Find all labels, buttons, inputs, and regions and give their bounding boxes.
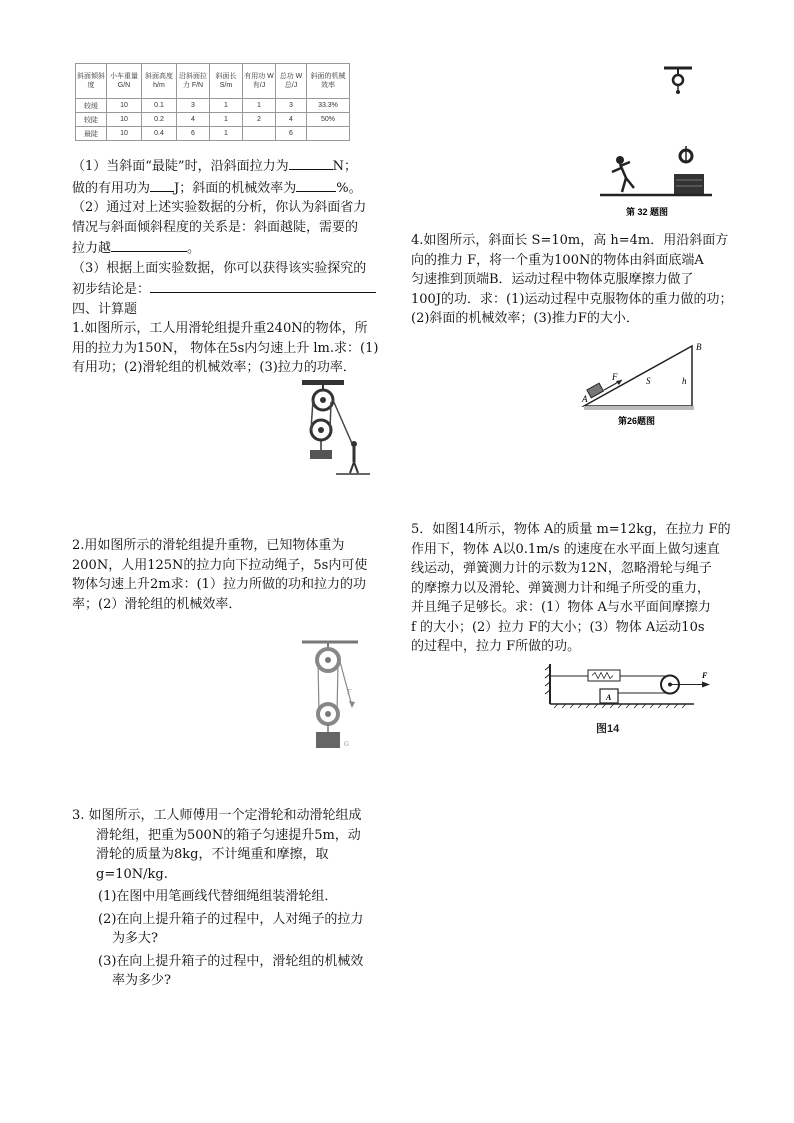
calc-3-sub-2: (2)在向上提升箱子的过程中，人对绳子的拉力 xyxy=(98,911,364,927)
force-arrow xyxy=(349,701,355,708)
table-row xyxy=(76,113,350,127)
question-1-line-2 xyxy=(72,177,392,199)
question-3-line-2 xyxy=(72,278,392,300)
table-header: 有用功 W有/J xyxy=(243,64,276,99)
table-header: 斜面倾斜度 xyxy=(76,64,107,99)
label-F: F xyxy=(702,671,708,680)
table-cell: 10 xyxy=(107,127,142,141)
table-cell: 3 xyxy=(177,99,210,113)
table-row xyxy=(76,127,350,141)
q2-text: 。 xyxy=(187,241,201,256)
figure-14 xyxy=(544,660,724,740)
table-cell: 0.4 xyxy=(142,127,177,141)
table-cell: 1 xyxy=(210,99,243,113)
person-body xyxy=(612,162,634,192)
data-table-figure xyxy=(75,63,350,141)
q1-text: J；斜面的机械效率为 xyxy=(174,180,297,196)
calc-5-line: 的摩擦力以及滑轮、弹簧测力计和绳子所受的重力， xyxy=(411,580,711,596)
question-2-line-3 xyxy=(72,237,392,259)
table-row xyxy=(76,99,350,113)
calc-4-line: 匀速推到顶端B．运动过程中物体克服摩擦力做了 xyxy=(411,272,694,287)
table-header-row xyxy=(76,64,350,99)
q1-text: （1）当斜面“最陡”时，沿斜面拉力为 xyxy=(72,159,289,174)
calc-3-sub-2: 为多大? xyxy=(112,931,158,946)
hook-end xyxy=(676,90,680,94)
rope xyxy=(339,658,352,706)
table-cell: 较缓 xyxy=(76,99,107,113)
calc-2-line: 物体匀速上升2m求：(1）拉力所做的功和拉力的功 xyxy=(72,577,366,592)
weight-block xyxy=(310,450,332,459)
label-A: A xyxy=(606,693,612,702)
fixed-pulley-axle xyxy=(325,657,331,663)
data-table xyxy=(75,63,350,141)
q3-text: 初步结论是： xyxy=(72,282,151,297)
table-header: 斜面的机械效率 xyxy=(307,64,350,99)
calc-5-line: f 的大小；(2）拉力 F的大小；(3）物体 A运动10s xyxy=(411,619,705,635)
calc-3-line: 滑轮的质量为8kg，不计绳重和摩擦，取 xyxy=(96,847,329,862)
question-2-line-2: 情况与斜面倾斜程度的关系是：斜面越陡，需要的 xyxy=(72,219,359,235)
question-2-line-1: （2）通过对上述实验数据的分析，你认为斜面省力 xyxy=(72,200,367,215)
rope xyxy=(333,400,354,448)
pulley xyxy=(673,75,683,85)
table-cell xyxy=(243,127,276,141)
table-header: 斜面高度 h/m xyxy=(142,64,177,99)
answer-blank[interactable] xyxy=(296,177,336,192)
table-cell: 33.3% xyxy=(307,99,350,113)
table-cell: 6 xyxy=(177,127,210,141)
calc-2-line: 200N，人用125N的拉力向下拉动绳子，5s内可使 xyxy=(72,557,368,573)
table-cell xyxy=(307,127,350,141)
rope xyxy=(337,662,338,714)
calc-3-sub-3: (3)在向上提升箱子的过程中，滑轮组的机械效 xyxy=(98,953,364,969)
table-cell: 最陡 xyxy=(76,127,107,141)
table-cell: 6 xyxy=(276,127,307,141)
figure-26-caption: 第26题图 xyxy=(618,416,656,426)
rope xyxy=(330,402,331,430)
table-cell: 1 xyxy=(210,127,243,141)
table-header: 总功 W总/J xyxy=(276,64,307,99)
label-h: h xyxy=(682,376,687,386)
calc-1-line: 有用功；(2)滑轮组的机械效率；(3)拉力的功率． xyxy=(72,360,356,375)
table-cell: 0.1 xyxy=(142,99,177,113)
table-header: 沿斜面拉力 F/N xyxy=(177,64,210,99)
q1-text: 做的有用功为 xyxy=(72,180,151,196)
weight-label: G xyxy=(344,740,350,748)
calc-3-sub-1: (1)在图中用笔画线代替细绳组装滑轮组． xyxy=(98,889,338,904)
calc-1-line: 1.如图所示，工人用滑轮组提升重240N的物体，所 xyxy=(72,321,368,336)
incline-triangle xyxy=(584,346,692,406)
calc-5-line: 5．如图14所示，物体 A的质量 m=12kg，在拉力 F的 xyxy=(411,522,731,537)
calc-5-line: 线运动，弹簧测力计的示数为12N，忽略滑轮与绳子 xyxy=(411,561,712,576)
worker-head xyxy=(351,441,357,447)
figure-14-caption: 图14 xyxy=(596,723,620,735)
box xyxy=(674,174,704,194)
answer-blank[interactable] xyxy=(150,278,376,293)
table-cell: 10 xyxy=(107,99,142,113)
calc-3 xyxy=(72,806,392,991)
table-cell: 较陡 xyxy=(76,113,107,127)
table-cell: 1 xyxy=(243,99,276,113)
calc-3-line: g=10N/kg. xyxy=(96,866,168,882)
calc-4 xyxy=(411,231,741,329)
label-S: S xyxy=(646,376,651,386)
calc-3-sub-3: 率为多少? xyxy=(112,973,171,988)
block-on-incline xyxy=(587,383,604,398)
q1-text: N； xyxy=(332,159,357,174)
calc-5-line: 的过程中，拉力 F所做的功。 xyxy=(411,639,581,654)
question-3-line-1: （3）根据上面实验数据，你可以获得该实验探究的 xyxy=(72,260,367,276)
label-B: B xyxy=(696,342,702,352)
label-F: F xyxy=(612,372,618,382)
calc-4-line: (2)斜面的机械效率；(3)推力F的大小． xyxy=(411,311,639,326)
figure-26-incline xyxy=(576,338,716,433)
movable-pulley-axle xyxy=(318,427,324,433)
person-head xyxy=(616,156,624,164)
answer-blank[interactable] xyxy=(111,237,187,252)
label-A: A xyxy=(582,394,588,404)
table-cell: 2 xyxy=(243,113,276,127)
pulley-group-figure xyxy=(300,636,360,756)
fixed-pulley-axle xyxy=(320,397,326,403)
table-cell: 0.2 xyxy=(142,113,177,127)
calc-3-line: 滑轮组，把重为500N的箱子匀速提升5m，动 xyxy=(96,827,361,843)
calc-5-line: 并且绳子足够长。求：(1）物体 A与水平面间摩擦力 xyxy=(411,600,711,615)
figure-32-caption: 第 32 题图 xyxy=(626,207,669,217)
answer-blank[interactable] xyxy=(150,177,174,192)
calc-2-line: 率；(2）滑轮组的机械效率． xyxy=(72,596,242,612)
calc-2-line: 2.用如图所示的滑轮组提升重物，已知物体重为 xyxy=(72,538,345,553)
calc-4-line: 4.如图所示，斜面长 S=10m，高 h=4m．用沿斜面方 xyxy=(411,233,729,248)
ceiling-beam xyxy=(302,380,344,385)
force-label: F xyxy=(347,688,352,696)
table-cell: 3 xyxy=(276,99,307,113)
table-cell: 50% xyxy=(307,113,350,127)
force-arrow xyxy=(702,682,710,688)
movable-pulley-axle xyxy=(325,711,331,717)
q2-text: 拉力越 xyxy=(72,241,112,256)
calc-5 xyxy=(411,520,741,657)
pulley-axle xyxy=(668,683,672,687)
calc-4-line: 100J的功．求：(1)运动过程中克服物体的重力做的功； xyxy=(411,291,733,307)
table-cell: 10 xyxy=(107,113,142,127)
table-cell: 1 xyxy=(210,113,243,127)
left-column-top xyxy=(72,155,392,378)
table-cell: 4 xyxy=(177,113,210,127)
worker-leg xyxy=(350,462,354,473)
question-1-line-1 xyxy=(72,155,392,177)
pulley-worker-figure xyxy=(292,378,372,478)
figure-32 xyxy=(600,62,720,222)
calc-4-line: 向的推力 F，将一个重为100N的物体由斜面底端A xyxy=(411,252,704,268)
table-cell: 4 xyxy=(276,113,307,127)
calc-1-line: 用的拉力为150N， 物体在5s内匀速上升 lm.求：(1) xyxy=(72,340,379,356)
section-heading: 四、计算题 xyxy=(72,301,138,317)
ground-hatch xyxy=(584,406,694,410)
calc-3-line: 3. 如图所示，工人师傅用一个定滑轮和动滑轮组成 xyxy=(72,808,362,823)
table-header: 小车重量 G/N xyxy=(107,64,142,99)
block xyxy=(587,383,604,398)
worker-leg xyxy=(354,462,358,473)
weight-block xyxy=(316,732,340,748)
table-header: 斜面长 S/m xyxy=(210,64,243,99)
answer-blank[interactable] xyxy=(289,155,333,170)
q1-text: %。 xyxy=(336,180,362,196)
calc-2 xyxy=(72,536,392,614)
calc-5-line: 作用下，物体 A以0.1m/s 的速度在水平面上做匀速直 xyxy=(411,541,720,557)
